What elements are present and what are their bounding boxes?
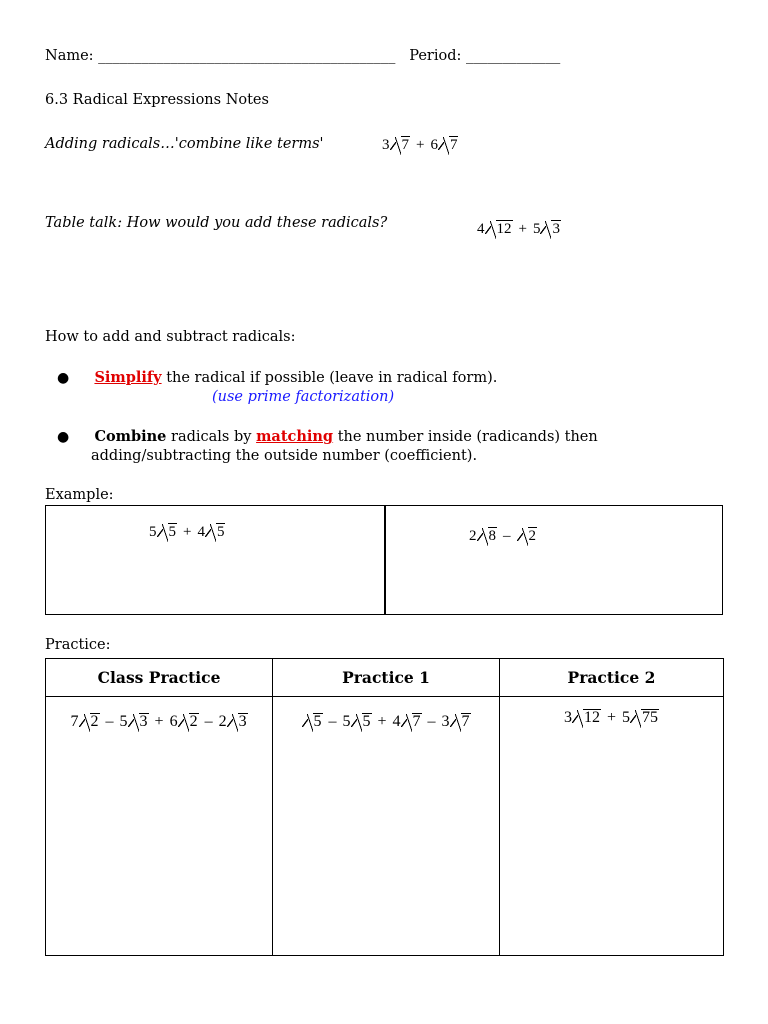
radical-sign-icon: [79, 713, 100, 731]
practice-label: Practice:: [45, 637, 111, 653]
radical-term: [622, 709, 659, 726]
coefficient: 3: [563, 709, 572, 726]
table-talk-expression: [477, 220, 561, 238]
coefficient: 4: [392, 713, 401, 730]
radical-sign-icon: [178, 713, 199, 731]
adding-radicals-text: Adding radicals…'combine like terms': [45, 136, 324, 152]
radical-sign-icon: [390, 136, 411, 154]
radical-term: [149, 524, 177, 540]
name-label: Name:: [45, 48, 94, 64]
radicand: 8: [488, 528, 496, 544]
bullet-dot: ●: [57, 429, 70, 445]
coefficient: 3: [441, 713, 450, 730]
coefficient: 6: [169, 713, 178, 730]
coefficient: 5: [532, 221, 541, 237]
bullet-2-text-a: radicals by: [171, 429, 252, 445]
radical-term: [120, 713, 149, 730]
page-title: 6.3 Radical Expressions Notes: [45, 92, 269, 108]
math-operator: +: [606, 709, 616, 726]
adding-radicals-expression: [382, 136, 458, 154]
radical-term: [382, 137, 410, 153]
radical-sign-icon: [450, 713, 471, 731]
math-operator: –: [105, 713, 114, 730]
practice-2-expression: [564, 709, 659, 726]
name-blank[interactable]: _________________________________________: [98, 48, 396, 64]
radicand: 3: [552, 221, 560, 237]
coefficient: 2: [469, 528, 477, 544]
practice-table: [45, 658, 724, 956]
radicand: 7: [401, 137, 409, 153]
math-operator: +: [518, 221, 527, 237]
math-operator: –: [204, 713, 213, 730]
math-operator: +: [377, 713, 387, 730]
bullet-2: [57, 428, 598, 446]
radical-sign-icon: [485, 220, 513, 238]
radical-term: [170, 713, 199, 730]
radical-sign-icon: [572, 709, 601, 727]
class-practice-cell[interactable]: [46, 697, 273, 956]
radicand: 5: [362, 713, 371, 730]
radical-term: [469, 528, 497, 544]
math-operator: –: [328, 713, 337, 730]
class-practice-expression: [71, 713, 248, 730]
radicand: 5: [313, 713, 322, 730]
radicand: 5: [216, 524, 225, 540]
radical-term: [393, 713, 422, 730]
radical-term: [517, 528, 538, 544]
coefficient: 4: [197, 524, 205, 540]
radical-sign-icon: [540, 220, 561, 238]
practice-1-expression: [302, 713, 471, 730]
prime-factorization-note: (use prime factorization): [212, 389, 395, 405]
radical-sign-icon: [128, 713, 149, 731]
radicand: 7: [449, 137, 458, 153]
radicand: 2: [528, 528, 536, 544]
example-left-expression: [149, 523, 225, 541]
radical-sign-icon: [205, 523, 226, 541]
radical-sign-icon: [302, 713, 323, 731]
math-operator: +: [416, 137, 425, 153]
radical-sign-icon: [630, 709, 659, 727]
math-operator: +: [154, 713, 164, 730]
radicand: 3: [139, 713, 148, 730]
combine-keyword: Combine: [94, 428, 167, 445]
math-operator: –: [503, 528, 511, 544]
simplify-keyword: Simplify: [94, 369, 162, 386]
radical-term: [219, 713, 248, 730]
bullet-2-line-2: adding/subtracting the outside number (coefficient).: [91, 448, 478, 464]
radical-term: [71, 713, 100, 730]
coefficient: 5: [149, 524, 157, 540]
coefficient: 7: [70, 713, 79, 730]
radical-term: [442, 713, 471, 730]
bullet-2-text-b: the number inside (radicands) then: [337, 429, 598, 445]
radicand: 7: [412, 713, 421, 730]
radicand: 12: [496, 221, 512, 237]
radicand: 3: [238, 713, 247, 730]
practice-2-header: Practice 2: [499, 659, 723, 697]
coefficient: 5: [119, 713, 128, 730]
matching-keyword: matching: [256, 428, 334, 445]
coefficient: 3: [382, 137, 390, 153]
radicand: 12: [583, 709, 600, 726]
radical-term: [564, 709, 601, 726]
practice-1-cell[interactable]: [273, 697, 500, 956]
radical-sign-icon: [351, 713, 372, 731]
class-practice-header: Class Practice: [46, 659, 273, 697]
example-right-expression: [469, 527, 537, 545]
example-divider: [384, 506, 386, 614]
practice-1-header: Practice 1: [273, 659, 500, 697]
coefficient: 6: [430, 137, 438, 153]
table-talk-text: Table talk: How would you add these radicals?: [45, 215, 388, 231]
radicand: 75: [641, 709, 658, 726]
radical-term: [197, 524, 225, 540]
radical-sign-icon: [517, 527, 538, 545]
radical-sign-icon: [227, 713, 248, 731]
math-operator: +: [183, 524, 192, 540]
radicand: 2: [189, 713, 198, 730]
coefficient: 4: [477, 221, 485, 237]
radical-sign-icon: [477, 527, 498, 545]
radical-sign-icon: [157, 523, 178, 541]
radical-term: [302, 713, 323, 730]
bullet-1: [57, 369, 497, 387]
practice-2-cell[interactable]: [499, 697, 723, 956]
radicand: 5: [168, 524, 176, 540]
radical-term: [430, 137, 458, 153]
radical-term: [533, 221, 561, 237]
example-label: Example:: [45, 487, 114, 503]
bullet-1-text: the radical if possible (leave in radical form).: [166, 370, 498, 386]
name-line: [45, 47, 560, 65]
period-blank[interactable]: _____________: [466, 48, 561, 64]
coefficient: 5: [342, 713, 351, 730]
example-box: [45, 505, 723, 615]
radicand: 7: [461, 713, 470, 730]
radical-sign-icon: [401, 713, 422, 731]
coefficient: 2: [218, 713, 227, 730]
radicand: 2: [90, 713, 99, 730]
period-label: Period:: [409, 48, 462, 64]
radical-sign-icon: [438, 136, 459, 154]
how-to-heading: How to add and subtract radicals:: [45, 329, 296, 345]
bullet-dot: ●: [57, 370, 70, 386]
radical-term: [477, 221, 513, 237]
math-operator: –: [427, 713, 436, 730]
radical-term: [343, 713, 372, 730]
coefficient: 5: [621, 709, 630, 726]
